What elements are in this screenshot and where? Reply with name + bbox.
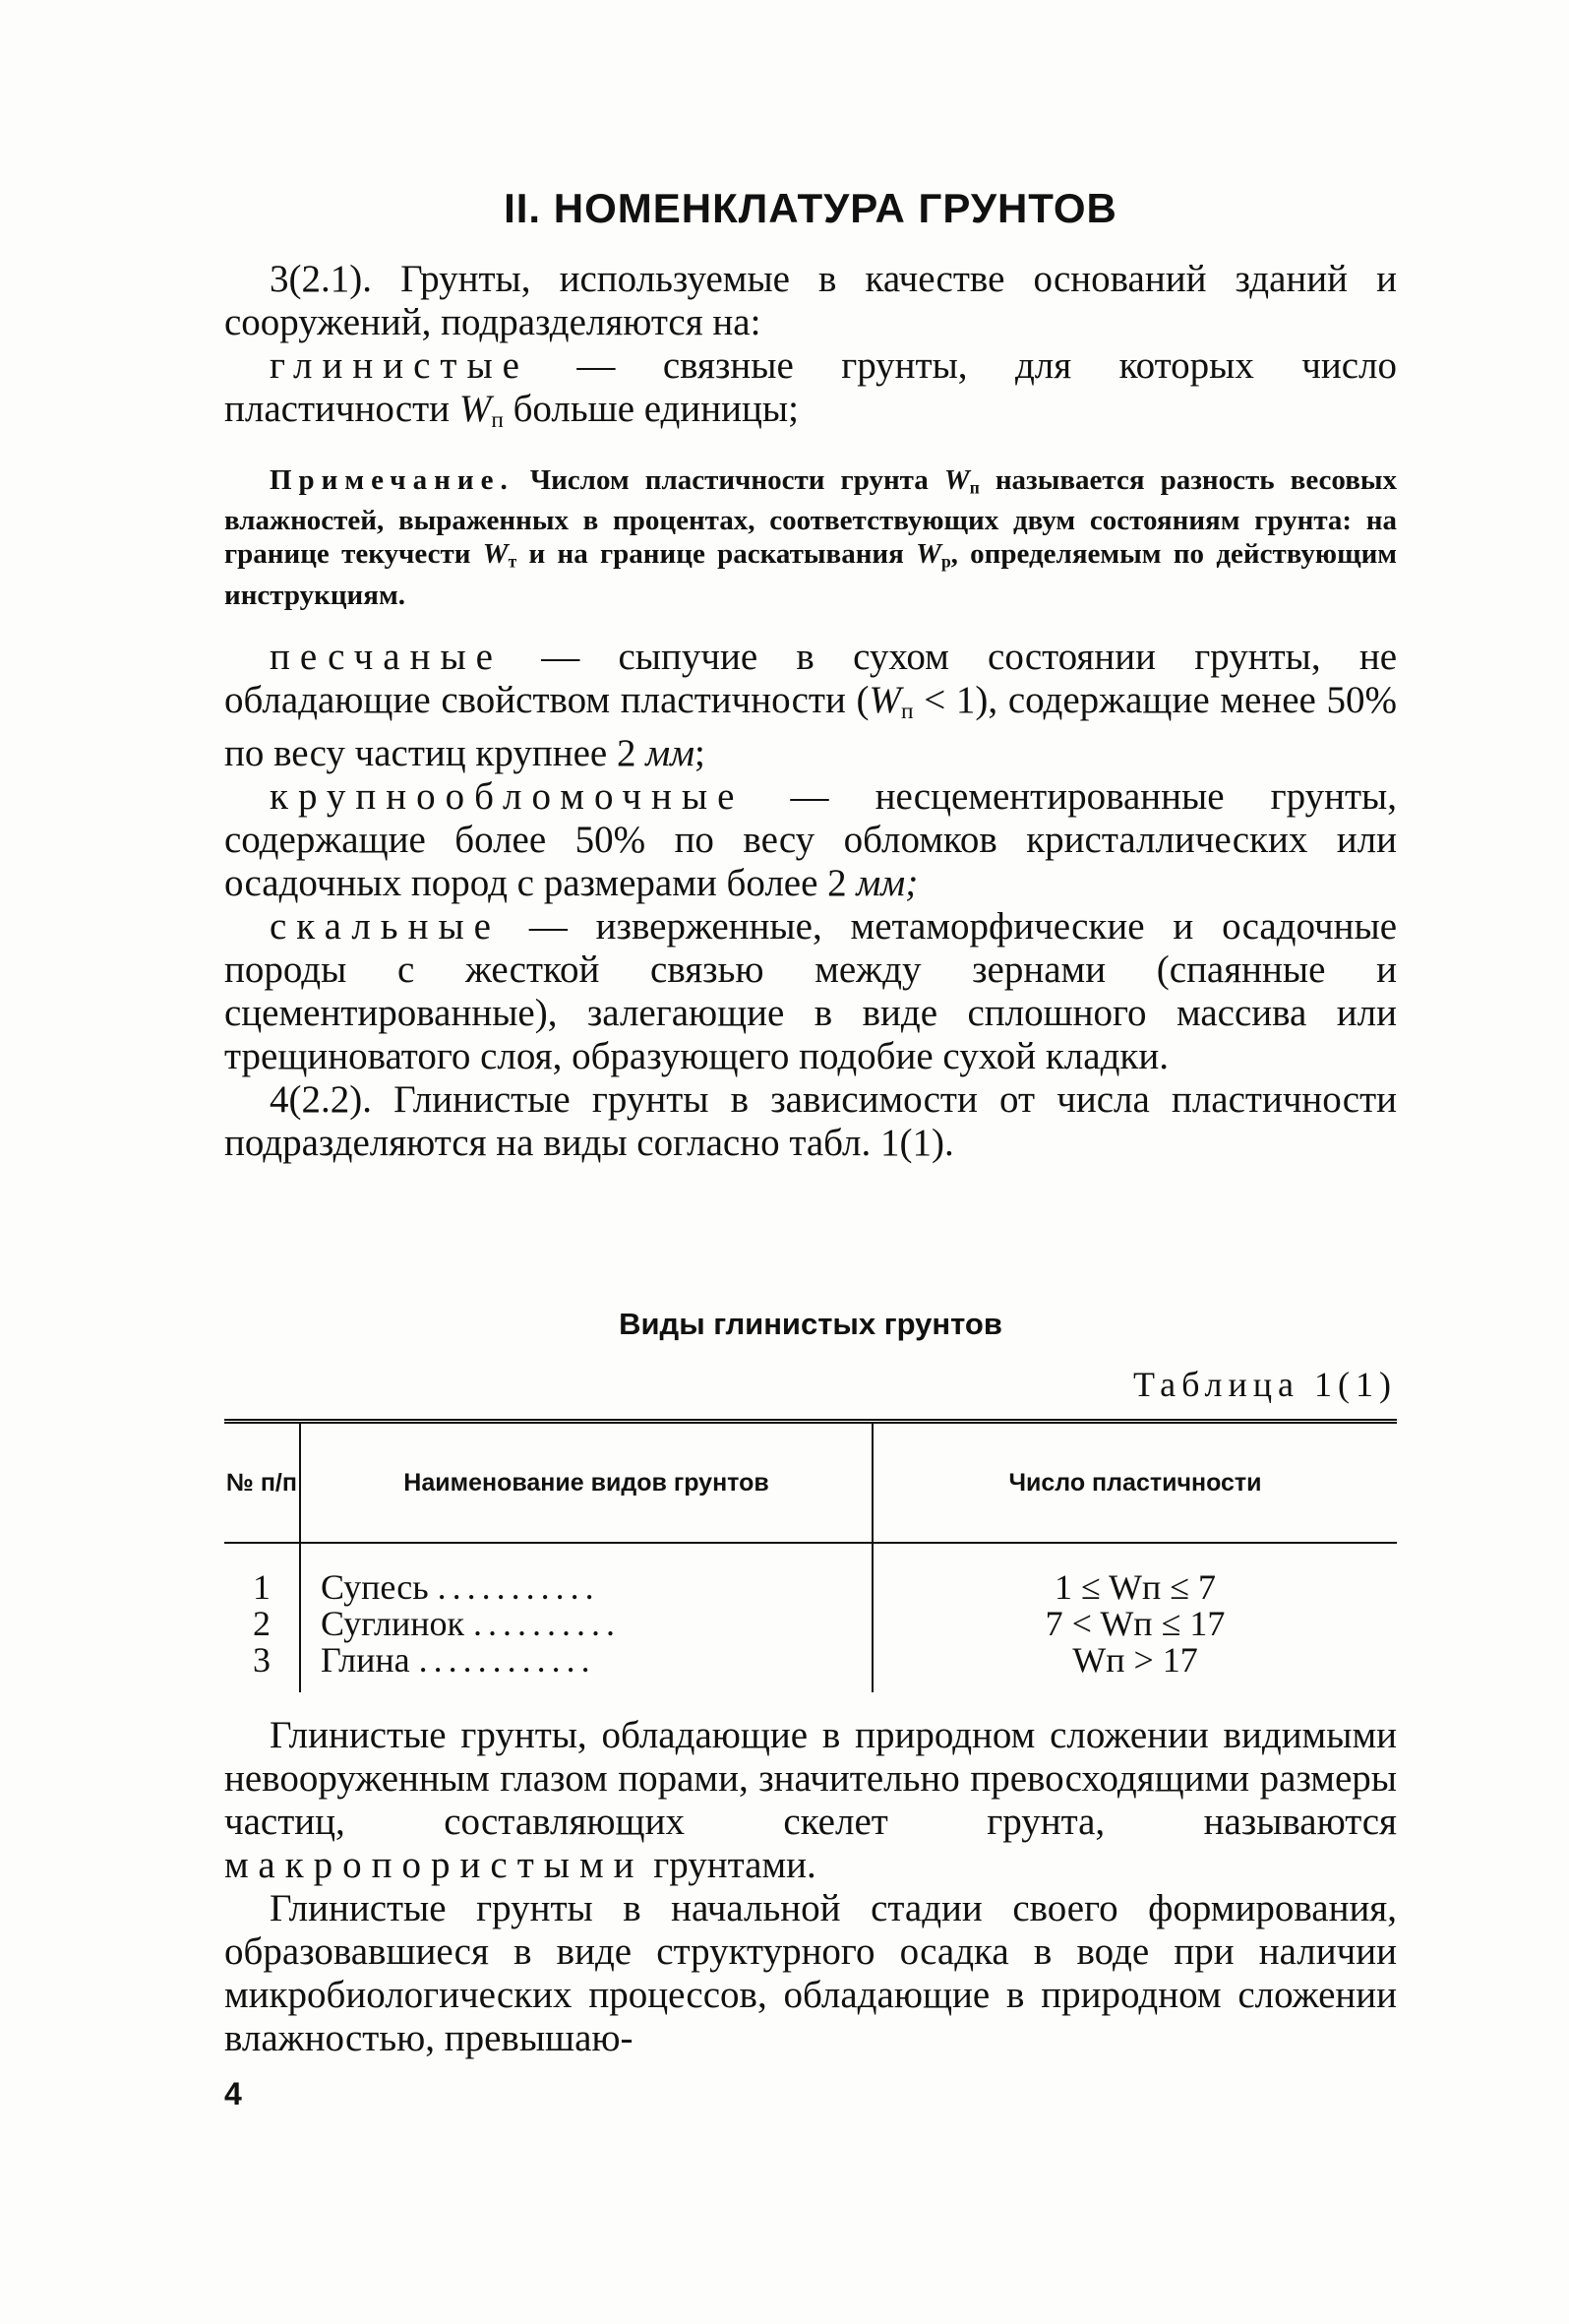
body-text — [224, 258, 1397, 1165]
soil-types-table — [224, 1419, 1397, 1692]
section-title: II. НОМЕНКЛАТУРА ГРУНТОВ — [504, 185, 1117, 231]
table-row: 2 Суглинок .......... 7 < Wп ≤ 17 — [253, 1604, 1226, 1643]
paragraph-3: 3(2.1). Грунты, используемые в качестве оснований зданий и сооружений, подразделяются на: — [224, 258, 1397, 343]
paragraph-formation: Глинистые грунты в начальной стадии своего формирования, образовавшиеся в виде структурного осадка в воде при наличии микробиологических процессов, обладающие в природном сложении влажностью, превышаю- — [224, 1887, 1397, 2059]
header-number: № п/п — [224, 1422, 300, 1544]
body-text-lower — [224, 1714, 1397, 2060]
table-number: Таблица 1(1) — [1133, 1365, 1397, 1404]
note-label: Примечание. — [270, 463, 514, 496]
term-macroporous: макропористыми — [224, 1844, 644, 1886]
header-plasticity: Число пластичности — [873, 1422, 1397, 1544]
rock-definition: скальные — изверженные, метаморфические и осадочные породы с жесткой связью между зернами (спаянные и сцементированные), залегающие в виде сплошного массива или трещиноватого слоя, образующего подобие сухой кладки. — [224, 905, 1398, 1078]
table-caption: Виды глинистых грунтов — [619, 1307, 1002, 1341]
paragraph-4: 4(2.2). Глинистые грунты в зависимости от числа пластичности подразделяются на виды согласно табл. 1(1). — [224, 1078, 1397, 1165]
clay-definition: глинистые — связные грунты, для которых число пластичности $W_п$ больше единицы; — [224, 344, 1398, 433]
term-sand: песчаные — [270, 635, 503, 678]
paragraph-macroporous: Глинистые грунты, обладающие в природном сложении видимыми невооруженным глазом порами, значительно превосходящими размеры частиц, составляющих скелет грунта, называются макропористыми грунтами. — [224, 1714, 1397, 1886]
term-rock: скальные — [270, 905, 501, 948]
table-header-row — [224, 1422, 1397, 1544]
sand-definition: песчаные — сыпучие в сухом состоянии грунты, не обладающие свойством пластичности $(W_п < 1)$, содержащие менее 50% по весу частиц крупнее 2 мм; — [224, 635, 1397, 775]
term-coarse: крупнообломочные — [270, 775, 745, 819]
coarse-definition: крупнообломочные — несцементированные грунты, содержащие более 50% по весу обломков кристаллических или осадочных пород с размерами более 2 мм; — [224, 775, 1397, 905]
symbol-wp: W — [458, 388, 492, 430]
table-row: 1 Супесь ........... 1 ≤ Wп ≤ 7 — [224, 1543, 1397, 1606]
table-row: 3 Глина ............ Wп > 17 — [224, 1642, 1397, 1692]
page-number: 4 — [224, 2076, 242, 2111]
header-name: Наименование видов грунтов — [300, 1422, 873, 1544]
term-clay: глинистые — [270, 344, 529, 387]
note-block: Примечание. Числом пластичности грунта $W_п$ называется разность весовых влажностей, выраженных в процентах, соответствующих двум состояниям грунта: на границе текучести $W_т$ и на границе раскатывания $W_р$, определяемым по действующим инструкциям. — [224, 463, 1398, 611]
